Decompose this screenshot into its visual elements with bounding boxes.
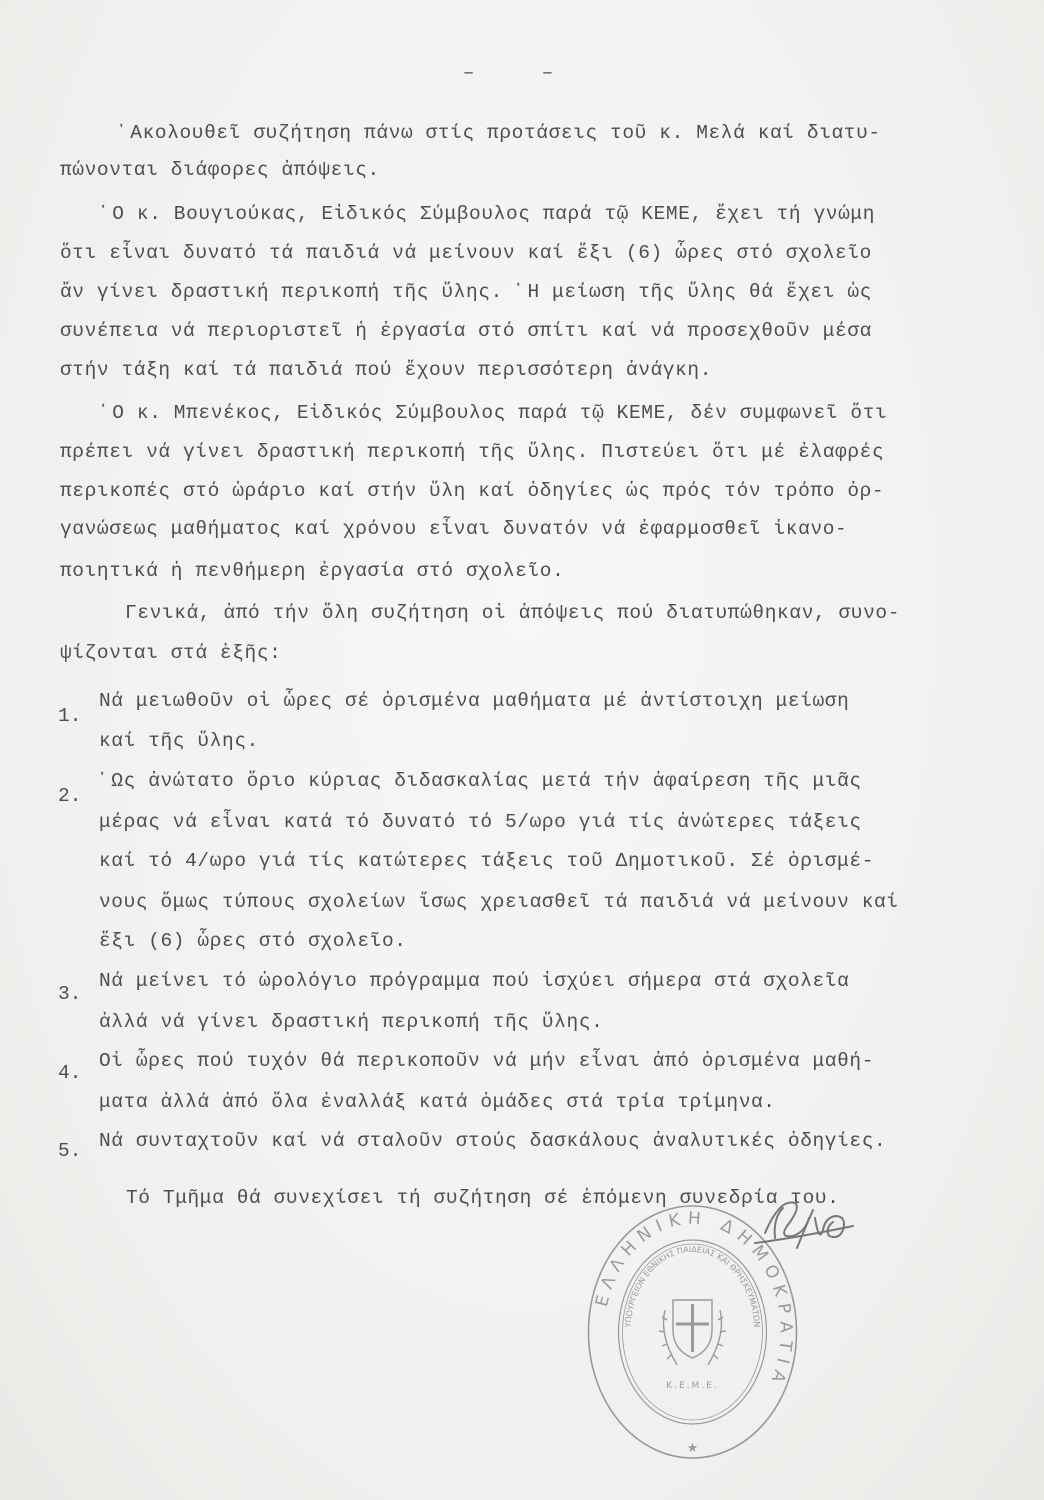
handwritten-signature-icon (735, 1188, 865, 1258)
text-line: συνέπεια νά περιοριστεῖ ἡ ἐργασία στό σπίτι καί νά προσεχθοῦν μέσα (60, 320, 872, 342)
stamp-star-icon: ★ (686, 1441, 699, 1456)
text-line: πρέπει νά γίνει δραστική περικοπή τῆς ὕλης. Πιστεύει ὅτι μέ ἐλαφρές (60, 441, 885, 463)
list-number: 4. (58, 1062, 82, 1084)
text-line: στήν τάξη καί τά παιδιά πού ἔχουν περισσότερη ἀνάγκη. (60, 359, 713, 381)
text-line: ὅτι εἶναι δυνατό τά παιδιά νά μείνουν καί ἕξι (6) ὧρες στό σχολεῖο (60, 242, 872, 264)
list-item-line: ῾Ως ἀνώτατο ὅριο κύριας διδασκαλίας μετά τήν ἀφαίρεση τῆς μιᾶς (99, 770, 862, 792)
list-item-line: Νά συνταχτοῦν καί νά σταλοῦν στούς δασκάλους ἀναλυτικές ὁδηγίες. (99, 1130, 887, 1152)
list-item-line: καί τό 4/ωρο γιά τίς κατώτερες τάξεις τοῦ Δημοτικοῦ. Σέ ὁρισμέ- (99, 850, 875, 872)
list-item-line: ἕξι (6) ὧρες στό σχολεῖο. (99, 930, 407, 952)
stamp-outer-text: ΕΛΛΗΝΙΚΗ ΔΗΜΟΚΡΑΤΙΑ (591, 1208, 796, 1392)
text-line: ῾Ο κ. Βουγιούκας, Εἰδικός Σύμβουλος παρά τῷ ΚΕΜΕ, ἔχει τή γνώμη (100, 203, 876, 225)
list-item-line: νους ὅμως τύπους σχολείων ἴσως χρειασθεῖ τά παιδιά νά μείνουν καί (99, 891, 899, 913)
stamp-center-text: Κ.Ε.Μ.Ε. (666, 1381, 719, 1391)
list-item-line: ἀλλά νά γίνει δραστική περικοπή τῆς ὕλης. (99, 1011, 604, 1033)
text-line: πώνονται διάφορες ἀπόψεις. (60, 159, 380, 181)
list-number: 5. (58, 1140, 82, 1162)
text-line: ποιητικά ἡ πενθήμερη ἐργασία στό σχολεῖο. (60, 560, 565, 582)
text-line: ἄν γίνει δραστική περικοπή τῆς ὕλης. ῾Η μείωση τῆς ὕλης θά ἔχει ὡς (60, 281, 872, 303)
list-number: 3. (58, 983, 82, 1005)
list-item-line: Οἱ ὧρες πού τυχόν θά περικοποῦν νά μήν εἶναι ἀπό ὁρισμένα μαθή- (99, 1050, 875, 1072)
list-item-line: Νά μειωθοῦν οἱ ὧρες σέ ὁρισμένα μαθήματα μέ ἀντίστοιχη μείωση (99, 690, 850, 712)
list-number: 1. (58, 705, 82, 727)
list-item-line: ματα ἀλλά ἀπό ὅλα ἐναλλάξ κατά ὁμάδες στά τρία τρίμηνα. (99, 1091, 776, 1113)
list-item-line: Νά μείνει τό ὡρολόγιο πρόγραμμα πού ἰσχύει σήμερα στά σχολεῖα (99, 970, 850, 992)
coat-of-arms-icon (659, 1300, 726, 1365)
list-number: 2. (58, 785, 82, 807)
text-line: περικοπές στό ὡράριο καί στήν ὕλη καί ὁδηγίες ὡς πρός τόν τρόπο ὀρ- (60, 480, 885, 502)
stamp-inner-text: ΥΠΟΥΡΓΕΙΟΝ ΕΘΝΙΚΗΣ ΠΑΙΔΕΙΑΣ ΚΑΙ ΘΡΗΣΚΕΥΜΑΤΩΝ (623, 1244, 762, 1328)
text-line: ῾Ο κ. Μπενέκος, Εἰδικός Σύμβουλος παρά τῷ ΚΕΜΕ, δέν συμφωνεῖ ὅτι (100, 402, 888, 424)
text-line: ᾿Ακολουθεῖ συζήτηση πάνω στίς προτάσεις τοῦ κ. Μελά καί διατυ- (118, 122, 881, 144)
text-line: Γενικά, ἀπό τήν ὅλη συζήτηση οἱ ἀπόψεις πού διατυπώθηκαν, συνο- (125, 602, 901, 624)
list-item-line: μέρας νά εἶναι κατά τό δυνατό τό 5/ωρο γιά τίς ἀνώτερες τάξεις (99, 811, 862, 833)
list-item-line: καί τῆς ὕλης. (99, 730, 259, 752)
page-mark: – – (462, 62, 582, 84)
closing-line: Τό Τμῆμα θά συνεχίσει τή συζήτηση σέ ἑπόμενη συνεδρία του. (126, 1187, 840, 1209)
text-line: ψίζονται στά ἑξῆς: (60, 642, 282, 664)
text-line: γανώσεως μαθήματος καί χρόνου εἶναι δυνατόν νά ἐφαρμοσθεῖ ἱκανο- (60, 518, 848, 540)
